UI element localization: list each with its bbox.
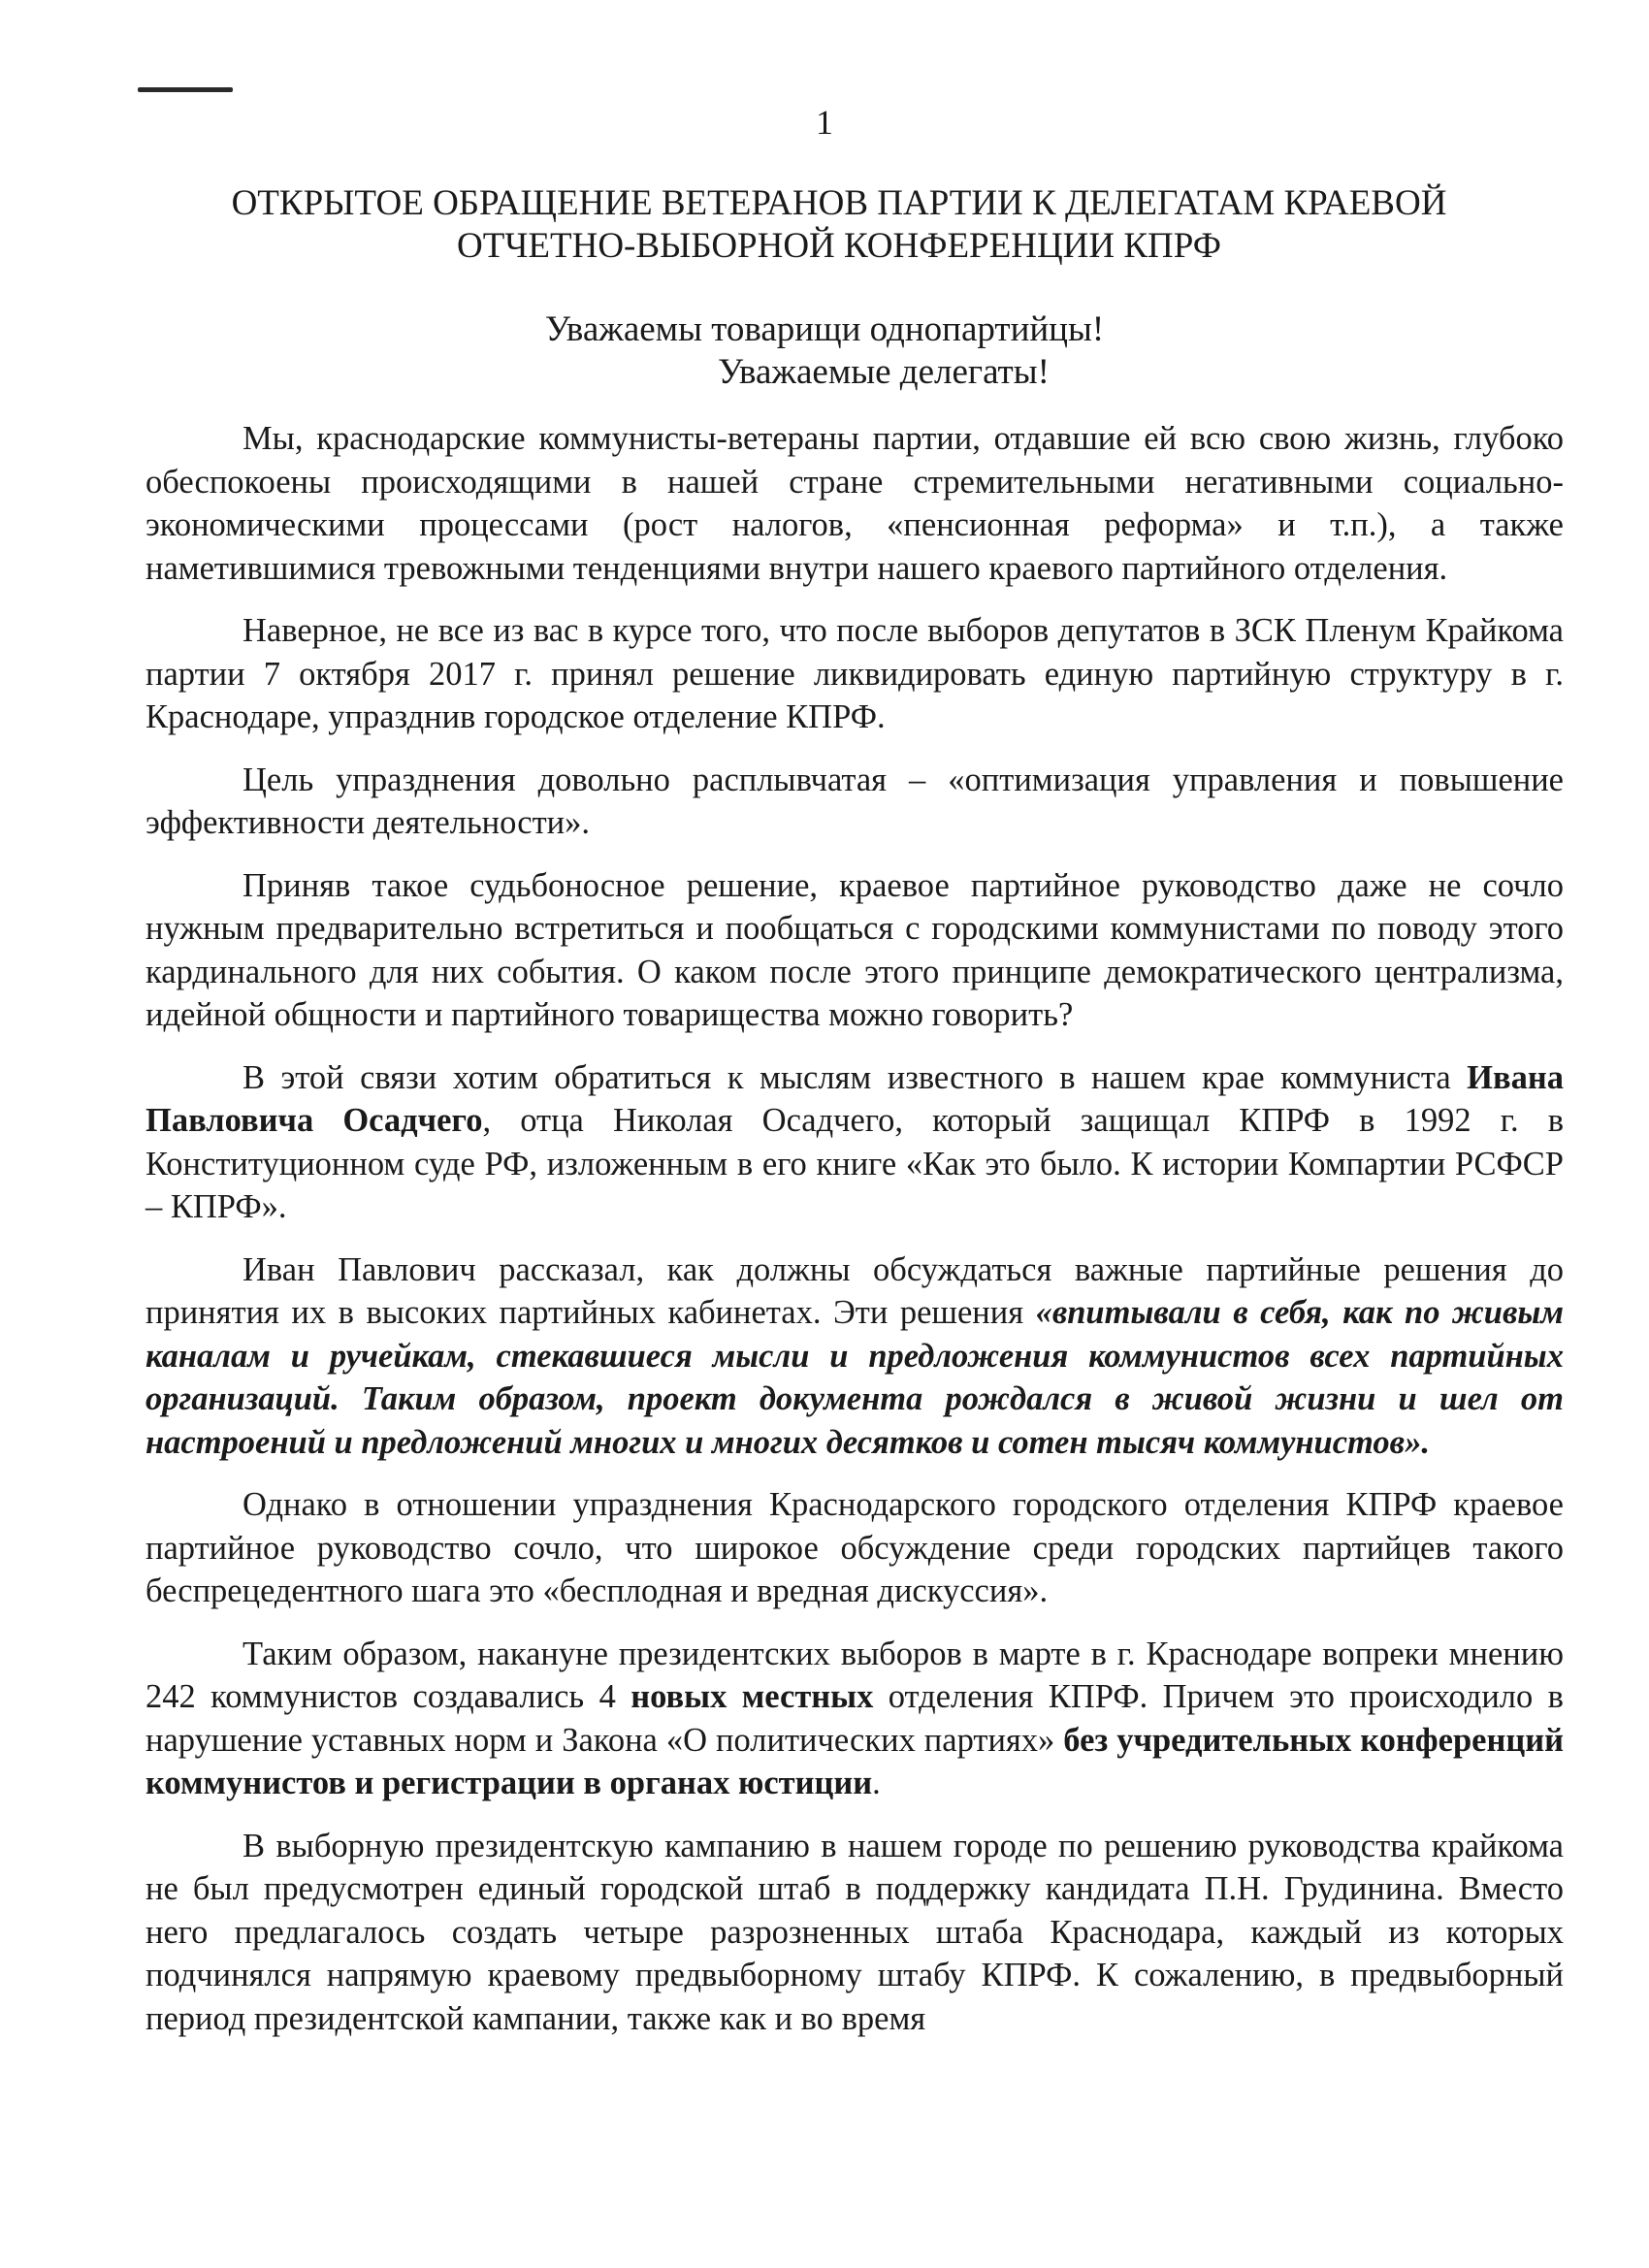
paragraph-1: Мы, краснодарские коммунисты-ветераны партии, отдавшие ей всю свою жизнь, глубоко обеспокоены происходящими в нашей стране стремительными негативными социально-экономическими процессами (рост налогов, «пенсионная реформа» и т.п.), а также наметившимися тревожными тенденциями внутри нашего краевого партийного отделения. (146, 420, 1564, 587)
document-body (146, 417, 1564, 2059)
title-line-1: ОТКРЫТОЕ ОБРАЩЕНИЕ ВЕТЕРАНОВ ПАРТИИ К ДЕЛЕГАТАМ КРАЕВОЙ (231, 183, 1447, 223)
paragraph-6 (146, 1248, 1564, 1465)
paragraph-5 (146, 1056, 1564, 1229)
paragraph-8 (146, 1633, 1564, 1805)
paragraph-2: Наверное, не все из вас в курсе того, что после выборов депутатов в ЗСК Пленум Крайкома партии 7 октября 2017 г. принял решение ликвидировать единую партийную структуру в г. Краснодаре, упразднив городское отделение КПРФ. (146, 612, 1564, 735)
p6-bold-italic-quote: «впитывали в себя, как по живым каналам и ручейкам, стекавшиеся мысли и предложения коммунистов всех партийных организаций. Таким образом, проект документа рождался в живой жизни и шел от настроений и предложений многих и многих десятков и сотен тысяч коммунистов». (146, 1294, 1564, 1461)
greeting-delegates: Уважаемые делегаты! (718, 352, 1050, 392)
paragraph-4: Приняв такое судьбоносное решение, краевое партийное руководство даже не сочло нужным предварительно встретиться и пообщаться с городскими коммунистами по поводу этого кардинального для них события. О каком после этого принципе демократического централизма, идейной общности и партийного товарищества можно говорить? (146, 866, 1564, 1033)
p6-text-a: Иван Павлович рассказал, как должны обсуждаться важные партийные решения до принятия их в высоких партийных кабинетах. Эти решения (146, 1250, 1564, 1331)
p8-text-c: . (872, 1765, 881, 1801)
paragraph-9: В выборную президентскую кампанию в нашем городе по решению руководства крайкома не был предусмотрен единый городской штаб в поддержку кандидата П.Н. Грудинина. Вместо него предлагалось создать четыре разрозненных штаба Краснодара, каждый из которых подчинялся напрямую краевому предвыборному штабу КПРФ. К сожалению, в предвыборный период президентской кампании, также как и во время (146, 1827, 1564, 2037)
p8-text-b: отделения КПРФ. Причем это происходило в нарушение уставных норм и Закона «О политических партиях» (146, 1678, 1564, 1759)
p8-bold-1: новых местных (630, 1678, 874, 1715)
paragraph-7: Однако в отношении упразднения Краснодарского городского отделения КПРФ краевое партийное руководство сочло, что широкое обсуждение среди городских партийцев такого беспрецедентного шага это «бесплодная и вредная дискуссия». (146, 1486, 1564, 1609)
paragraph-3: Цель упразднения довольно расплывчатая – «оптимизация управления и повышение эффективности деятельности». (146, 761, 1564, 841)
document-title (136, 182, 1542, 268)
p8-text-a: Таким образом, накануне президентских выборов в марте в г. Краснодаре вопреки мнению 242 коммунистов создавались 4 (146, 1635, 1564, 1715)
p8-bold-2: без учредительных конференций коммунистов и регистрации в органах юстиции (146, 1721, 1564, 1801)
p5-text-a: В этой связи хотим обратиться к мыслям известного в нашем крае коммуниста (242, 1058, 1468, 1096)
greeting-comrades: Уважаемы товарищи однопартийцы! (544, 309, 1105, 349)
p5-text-b: , отца Николая Осадчего, который защищал КПРФ в 1992 г. в Конституционном суде РФ, изложенным в его книге «Как это было. К истории Компартии РСФСР – КПРФ». (146, 1102, 1564, 1225)
title-line-2: ОТЧЕТНО-ВЫБОРНОЙ КОНФЕРЕНЦИИ КПРФ (457, 226, 1221, 266)
page-number: 1 (816, 103, 833, 142)
p5-bold-name: Ивана Павловича Осадчего (146, 1058, 1564, 1139)
scan-mark (138, 87, 233, 92)
